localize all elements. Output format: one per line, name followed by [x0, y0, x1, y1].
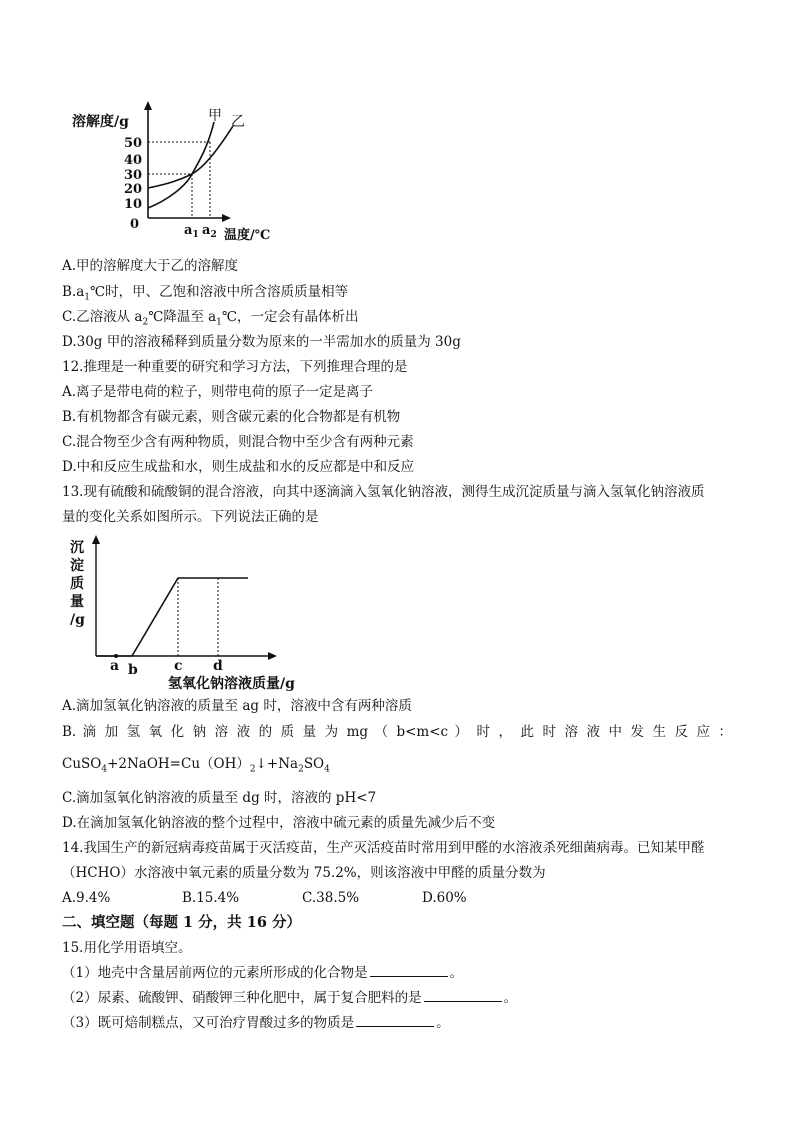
- q11-option-c: [62, 307, 359, 333]
- q13-option-b: B. 滴 加 氢 氧 化 钠 溶 液 的 质 量 为 mg （ b<m<c ） 时 ， 此 时 溶 液 中 发 生 反 应 ：: [62, 724, 732, 740]
- y-axis-arrow: [92, 535, 100, 544]
- q14-option-d: D.60%: [422, 890, 467, 906]
- y-label-char-4: 量: [70, 594, 84, 610]
- y-tick-50: 50: [124, 136, 143, 151]
- eq-part-3: ↓+Na: [255, 756, 299, 772]
- q15-item2-end: 。: [503, 990, 518, 1006]
- curve-yi: [148, 126, 233, 188]
- q12-stem: 12.推理是一种重要的研究和学习方法，下列推理合理的是: [62, 359, 408, 375]
- q13-stem-line1: 13.现有硫酸和硫酸铜的混合溶液，向其中逐滴滴入氢氧化钠溶液，测得生成沉淀质量与滴入氢氧化钠溶液质: [62, 484, 705, 500]
- q15-item3-end: 。: [436, 1015, 450, 1031]
- y-axis-label: 溶解度/g: [72, 114, 129, 130]
- q11-b-sub: 1: [84, 292, 90, 303]
- q13-stem-line2: 量的变化关系如图所示。下列说法正确的是: [62, 509, 319, 525]
- x-axis-arrow: [222, 214, 231, 222]
- section-heading: 二、填空题（每题 1 分，共 16 分）: [62, 914, 301, 931]
- q11-c-sub2: 1: [216, 317, 222, 328]
- eq-sub-4: 4: [324, 764, 330, 775]
- y-label-char-5: /g: [70, 612, 85, 628]
- curve-label-jia: 甲: [208, 108, 222, 124]
- y-tick-40: 40: [124, 153, 143, 168]
- q14-options: [62, 888, 542, 908]
- q15-item-3: [62, 1013, 450, 1033]
- x-tick-a1: $a_1$: [184, 223, 199, 240]
- precipitate-graph: [68, 534, 328, 694]
- q11-b-post: ℃时，甲、乙饱和溶液中所含溶质质量相等: [90, 284, 349, 300]
- q11-c-pre: C.乙溶液从 a: [62, 309, 143, 325]
- eq-part-4: SO: [303, 756, 325, 772]
- eq-part-2: +2NaOH=Cu（OH）: [107, 756, 250, 772]
- q15-item1-text: （1）地壳中含量居前两位的元素所形成的化合物是: [62, 965, 368, 981]
- x-axis-arrow: [268, 652, 277, 660]
- answer-blank-3[interactable]: [356, 1014, 434, 1027]
- q15-item2-text: （2）尿素、硫酸钾、硝酸钾三种化肥中，属于复合肥料的是: [62, 990, 422, 1006]
- q11-option-a: A.甲的溶解度大于乙的溶解度: [62, 258, 239, 274]
- x-axis-label: 温度/℃: [224, 228, 271, 243]
- eq-sub-3: 2: [298, 764, 304, 775]
- q14-option-c: C.38.5%: [302, 890, 360, 906]
- q11-b-pre: B.a: [62, 284, 85, 300]
- curve-label-yi: 乙: [231, 114, 245, 130]
- answer-blank-2[interactable]: [424, 989, 502, 1002]
- q13-option-c: C.滴加氢氧化钠溶液的质量至 dg 时，溶液的 pH<7: [62, 790, 377, 806]
- x-tick-a: a: [110, 658, 120, 674]
- eq-sub-1: 4: [101, 764, 108, 775]
- q11-c-mid: ℃降温至 a: [148, 309, 217, 325]
- y-label-char-3: 质: [70, 576, 84, 592]
- q12-option-b: B.有机物都含有碳元素，则含碳元素的化合物都是有机物: [62, 409, 401, 425]
- q15-stem: 15.用化学用语填空。: [62, 940, 192, 956]
- y-tick-10: 10: [124, 197, 143, 212]
- q14-option-a: A.9.4%: [62, 890, 111, 906]
- q13-option-b-equation: [62, 754, 330, 780]
- q14-stem-line1: 14.我国生产的新冠病毒疫苗属于灭活疫苗，生产灭活疫苗时常用到甲醛的水溶液杀死细菌病毒。已知某甲醛: [62, 840, 705, 856]
- q11-option-b: [62, 282, 348, 308]
- q12-option-a: A.离子是带电荷的粒子，则带电荷的原子一定是离子: [62, 384, 374, 400]
- eq-sub-2: 2: [249, 764, 256, 775]
- precipitate-line: [96, 578, 248, 656]
- q15-item3-text: （3）既可焙制糕点，又可治疗胃酸过多的物质是: [62, 1015, 355, 1031]
- q14-option-b: B.15.4%: [182, 890, 240, 906]
- answer-blank-1[interactable]: [370, 964, 448, 977]
- q15-item-1: [62, 963, 463, 983]
- y-axis-arrow: [144, 101, 152, 110]
- q15-item-2: [62, 988, 517, 1008]
- y-label-char-1: 沉: [70, 540, 84, 556]
- q12-option-c: C.混合物至少含有两种物质，则混合物中至少含有两种元素: [62, 434, 414, 450]
- eq-part-1: CuSO: [62, 756, 102, 772]
- q13-option-d: D.在滴加氢氧化钠溶液的整个过程中，溶液中硫元素的质量先减少后不变: [62, 815, 496, 831]
- solubility-graph: [68, 100, 288, 250]
- q14-stem-line2: （HCHO）水溶液中氧元素的质量分数为 75.2%，则该溶液中甲醛的质量分数为: [62, 865, 546, 881]
- y-tick-20: 20: [124, 182, 143, 197]
- q11-c-sub1: 2: [142, 317, 149, 328]
- x-axis-label: 氢氧化钠溶液质量/g: [168, 676, 295, 692]
- q11-c-post: ℃，一定会有晶体析出: [221, 309, 359, 325]
- x-tick-d: d: [213, 658, 223, 674]
- x-tick-b: b: [128, 662, 138, 678]
- y-label-char-2: 淀: [70, 558, 84, 574]
- q13-option-a: A.滴加氢氧化钠溶液的质量至 ag 时，溶液中含有两种溶质: [62, 698, 412, 714]
- q12-option-d: D.中和反应生成盐和水，则生成盐和水的反应都是中和反应: [62, 459, 415, 475]
- x-tick-c: c: [174, 658, 183, 674]
- q15-item1-end: 。: [449, 965, 464, 981]
- q11-option-d: D.30g 甲的溶液稀释到质量分数为原来的一半需加水的质量为 30g: [62, 334, 461, 350]
- y-tick-0: 0: [130, 217, 140, 232]
- y-tick-30: 30: [124, 168, 143, 183]
- x-tick-a2: $a_2$: [202, 223, 217, 240]
